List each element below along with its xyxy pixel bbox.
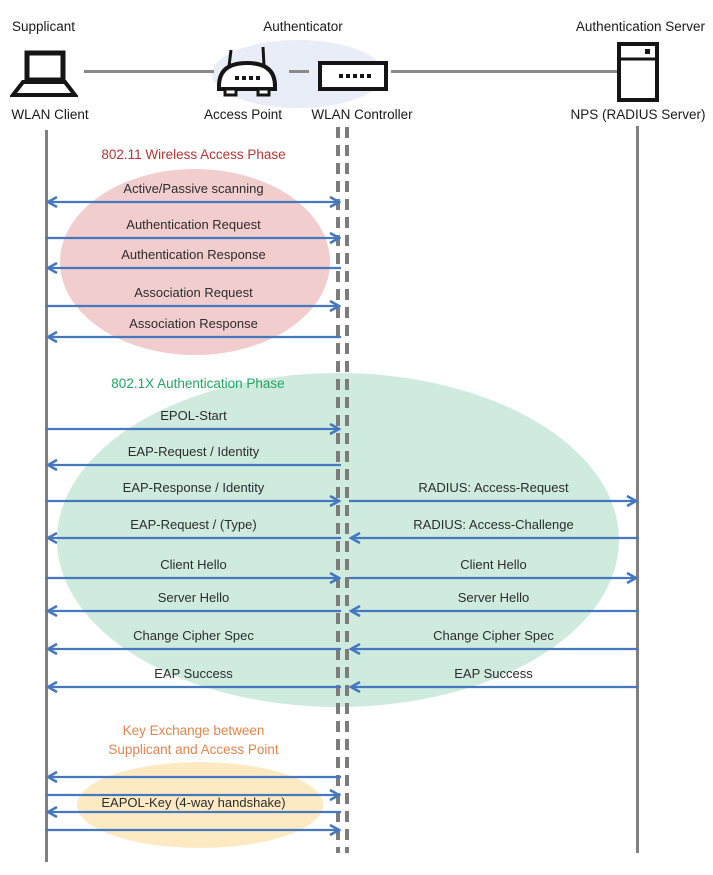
- message-row: [46, 217, 341, 245]
- arrow-right-icon: [349, 495, 638, 508]
- arrow-left-icon: [349, 643, 638, 656]
- message-label: EAP Success: [454, 666, 533, 681]
- connector-line: [289, 70, 309, 73]
- message-row: [46, 181, 341, 209]
- actor-access-point: Access Point: [203, 107, 283, 122]
- message-label: Authentication Request: [126, 217, 261, 232]
- role-authentication-server: Authentication Server: [575, 19, 705, 34]
- wlan-controller-icon: [318, 61, 388, 91]
- message-label: EAP-Request / Identity: [127, 444, 260, 459]
- role-supplicant: Supplicant: [12, 19, 76, 34]
- phase3-title-line2: Supplicant and Access Point: [108, 742, 279, 757]
- message-label: Association Request: [134, 285, 253, 300]
- arrow-left-icon: [349, 605, 638, 618]
- message-label: EAP Success: [154, 666, 233, 681]
- arrow-left-icon: [46, 459, 341, 472]
- arrow-left-icon: [46, 262, 341, 275]
- phase2-title: 802.1X Authentication Phase: [111, 376, 285, 391]
- message-label: Client Hello: [160, 557, 227, 572]
- message-label: Server Hello: [157, 590, 230, 605]
- arrow-left-icon: [349, 532, 638, 545]
- message-row: [349, 666, 638, 694]
- message-row: [46, 247, 341, 275]
- message-label: RADIUS: Access-Request: [418, 480, 569, 495]
- message-label: EPOL-Start: [160, 408, 227, 423]
- message-row: [349, 557, 638, 585]
- connector-line: [84, 70, 214, 73]
- message-row: [46, 666, 341, 694]
- connector-line: [391, 70, 618, 73]
- actor-nps-server: NPS (RADIUS Server): [570, 107, 706, 122]
- phase1-title: 802.11 Wireless Access Phase: [101, 147, 286, 162]
- message-label: EAP-Request / (Type): [130, 517, 257, 532]
- message-row: [349, 517, 638, 545]
- message-label: Change Cipher Spec: [133, 628, 254, 643]
- actor-wlan-client: WLAN Client: [11, 107, 89, 122]
- arrow-right-icon: [46, 824, 341, 837]
- arrow-left-icon: [46, 771, 341, 784]
- message-label: Authentication Response: [121, 247, 266, 262]
- access-point-icon: [214, 46, 280, 99]
- message-row: [46, 444, 341, 472]
- arrow-right-icon: [46, 495, 341, 508]
- arrow-left-icon: [46, 331, 341, 344]
- message-label: Change Cipher Spec: [433, 628, 554, 643]
- arrow-left-icon: [46, 681, 341, 694]
- arrow-right-icon: [46, 300, 341, 313]
- message-label: Association Response: [129, 316, 258, 331]
- message-row: [46, 517, 341, 545]
- phase3-title-line1: Key Exchange between: [122, 723, 265, 738]
- message-row: [46, 408, 341, 436]
- arrow-left-icon: [46, 605, 341, 618]
- message-label: Server Hello: [457, 590, 530, 605]
- message-row: [46, 557, 341, 585]
- message-label: RADIUS: Access-Challenge: [413, 517, 574, 532]
- arrow-left-icon: [46, 806, 341, 819]
- laptop-icon: [10, 50, 78, 98]
- arrow-right-icon: [349, 572, 638, 585]
- arrow-right-icon: [46, 423, 341, 436]
- arrow-right-icon: [46, 572, 341, 585]
- message-label: Active/Passive scanning: [123, 181, 264, 196]
- role-authenticator: Authenticator: [263, 19, 343, 34]
- arrow-both-icon: [46, 196, 341, 209]
- message-row: [46, 590, 341, 618]
- arrow-left-icon: [46, 532, 341, 545]
- message-label: EAP-Response / Identity: [122, 480, 265, 495]
- message-row: [46, 285, 341, 313]
- message-row: [349, 628, 638, 656]
- message-row: [349, 480, 638, 508]
- message-row: [349, 590, 638, 618]
- arrow-left-icon: [46, 643, 341, 656]
- actor-wlan-controller: WLAN Controller: [311, 107, 413, 122]
- message-row: [46, 628, 341, 656]
- server-icon: [617, 42, 659, 102]
- arrow-left-icon: [349, 681, 638, 694]
- handshake-label: EAPOL-Key (4-way handshake): [101, 795, 286, 810]
- message-label: Client Hello: [460, 557, 527, 572]
- message-row: [46, 480, 341, 508]
- message-row: [46, 316, 341, 344]
- arrow-right-icon: [46, 232, 341, 245]
